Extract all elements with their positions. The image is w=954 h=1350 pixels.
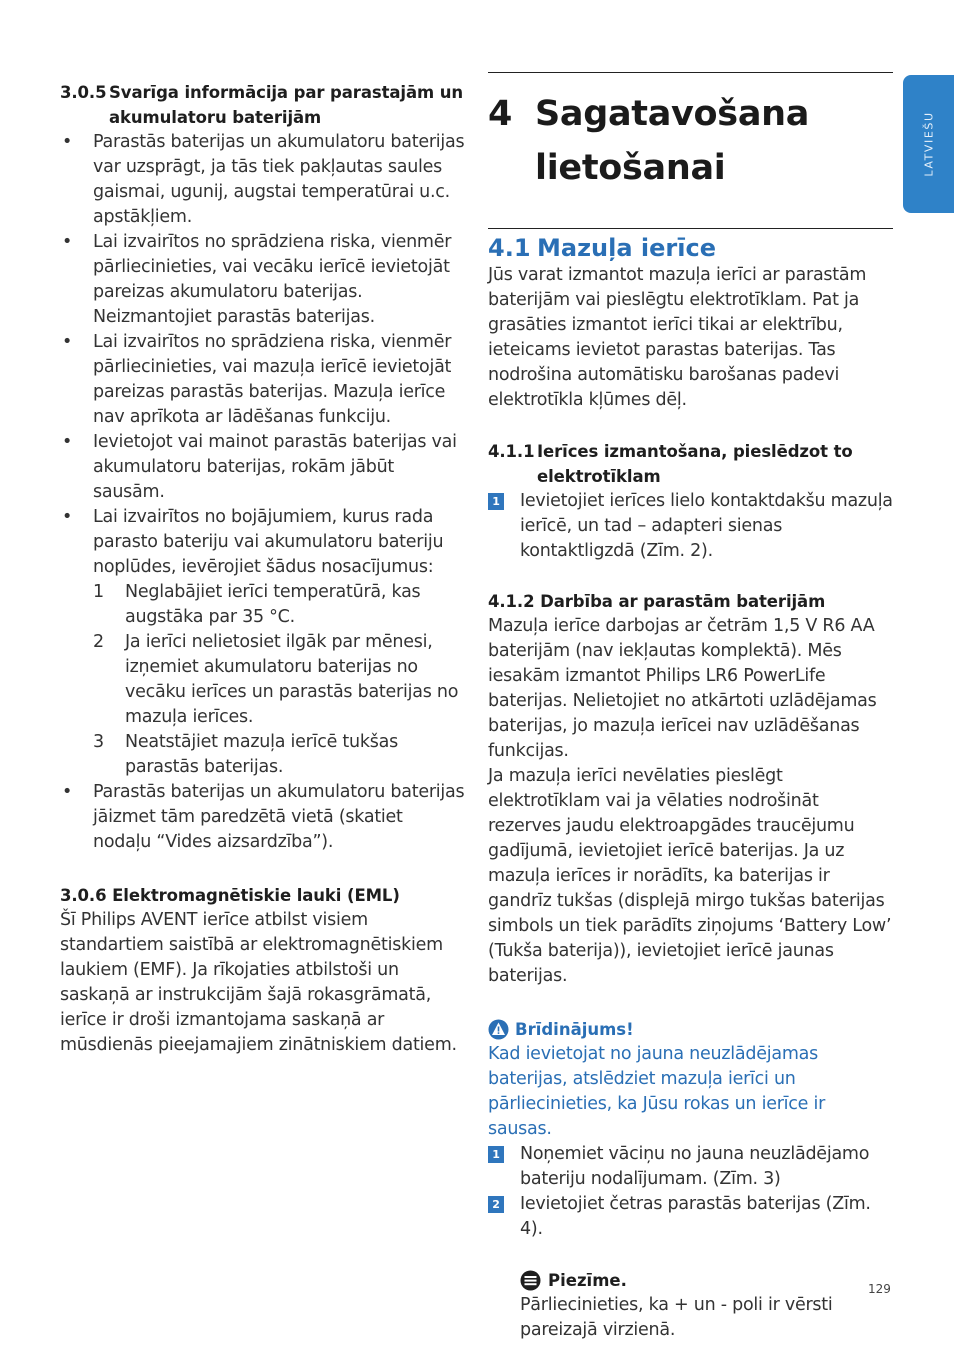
note-heading: Piezīme. [520,1268,893,1293]
section-305-number: 3.0.5 [60,83,107,102]
note-icon [520,1270,541,1291]
list-item: • Lai izvairītos no sprādziena riska, vienmēr pārliecinieties, vai vecāku ierīcē ievietojāt pareizas akumulatoru baterijas. Neizmantojiet parastās baterijas. [62,232,452,327]
chapter-top-rule [488,72,893,73]
battery-bullet-list [60,130,466,855]
section-306-number: 3.0.6 [60,886,107,905]
list-item: 3 Neatstājiet mazuļa ierīcē tukšas parastās baterijas. [93,732,398,777]
section-305-title: Svarīga informācija par parastajām un akumulatoru baterijām [109,83,464,127]
chapter-title [488,87,893,195]
right-column [488,72,893,1343]
step-number-badge: 1 [488,1146,504,1163]
step-number-badge: 1 [488,493,504,510]
chapter-title-text: Sagatavošana lietošanai [535,94,810,188]
note-block [488,1268,893,1343]
warning-body: Kad ievietojat no jauna neuzlādējamas baterijas, atslēdziet mazuļa ierīci un pārliecinieties, ka Jūsu rokas un ierīce ir sausas. [488,1044,826,1139]
section-412-body-1: Mazuļa ierīce darbojas ar četrām 1,5 V R6 AA baterijām (nav iekļautas komplektā). Mēs iesakām izmantot Philips LR6 PowerLife baterijas. Nelietojiet no atkārtoti uzlādējamas baterijas, jo mazuļa ierīcei nav uzlādēšanas funkcijas. [488,616,877,761]
note-body: Pārliecinieties, ka + un - poli ir vērsti pareizajā virzienā. [520,1295,833,1340]
left-column [60,80,466,1058]
warning-icon [488,1019,509,1040]
chapter-number: 4 [488,94,513,134]
sub-list [60,580,466,780]
section-412-body-2: Ja mazuļa ierīci nevēlaties pieslēgt elektrotīklam vai ja vēlaties nodrošināt rezerves jaudu elektroapgādes traucējumu gadījumā, ievietojiet ierīcē baterijas. Ja uz mazuļa ierīces ir norādīts, ka baterijas ir gandrīz tukšas (displejā mirgo tukšas baterijas simbols un tiek parādīts ziņojums ‘Battery Low’ (Tukša baterija)), ievietojiet ierīcē jaunas baterijas. [488,766,892,986]
page-number: 129 [868,1282,891,1296]
section-306-title: Elektromagnētiskie lauki (EML) [112,886,400,905]
list-item: 1 Neglabājiet ierīci temperatūrā, kas augstāka par 35 °C. [93,582,421,627]
step-item: 1 Ievietojiet ierīces lielo kontaktdakšu mazuļa ierīcē, un tad – adapteri sienas kontaktligzdā (Zīm. 2). [488,489,893,564]
section-306-body: Šī Philips AVENT ierīce atbilst visiem standartiem saistībā ar elektromagnētiskiem laukiem (EMF). Ja rīkojaties atbilstoši un saskaņā ar instrukcijām šajā rokasgrāmatā, ierīce ir droši izmantojama saskaņā ar mūsdienās pieejamajiem zinātniskiem datiem. [60,910,457,1055]
section-305-heading [60,80,466,130]
language-tab-label: LATVIEŠU [922,111,935,177]
step-item: 2 Ievietojiet četras parastās baterijas (Zīm. 4). [488,1192,893,1242]
warning-heading: Brīdinājums! [488,1017,893,1042]
list-item: • Lai izvairītos no sprādziena riska, vienmēr pārliecinieties, vai mazuļa ierīcē ievietojāt pareizas parastās baterijas. Mazuļa ierīce nav aprīkota ar lādēšanas funkciju. [62,332,452,427]
list-item: • Ievietojot vai mainot parastās baterijas vai akumulatoru baterijas, rokām jābūt sausām. [62,432,457,502]
list-item: • Lai izvairītos no bojājumiem, kurus rada parasto bateriju vai akumulatoru bateriju noplūdes, ievērojiet šādus nosacījumus: [62,507,444,577]
step-item: 1 Noņemiet vāciņu no jauna neuzlādējamo bateriju nodalījumam. (Zīm. 3) [488,1142,893,1192]
section-306-heading [60,883,466,908]
section-rule [488,228,893,229]
list-item: • Parastās baterijas un akumulatoru baterijas var uzsprāgt, ja tās tiek pakļautas saules gaismai, ugunij, augstai temperatūrai u.c. apstākļiem. [62,132,465,227]
list-item: • Parastās baterijas un akumulatoru baterijas jāizmet tām paredzētā vietā (skatiet nodaļu “Vides aizsardzība”). [62,782,465,852]
list-item: 2 Ja ierīci nelietosiet ilgāk par mēnesi, izņemiet akumulatoru baterijas no vecāku ierīces un parastās baterijas no mazuļa ierīces. [93,632,459,727]
section-41-body: Jūs varat izmantot mazuļa ierīci ar parastām baterijām vai pieslēgtu elektrotīklam. Pat ja grasāties izmantot ierīci tikai ar elektrību, ieteicams ievietot parastas baterijas. Tas nodrošina automātisku barošanas padevi elektrotīkla kļūmes dēļ. [488,265,867,410]
section-412-heading: 4.1.2 Darbība ar parastām baterijām [488,592,826,611]
section-411-heading: 4.1.1 Ierīces izmantošana, pieslēdzot to elektrotīklam [488,442,853,486]
language-tab [903,75,954,213]
step-number-badge: 2 [488,1196,504,1213]
section-41-title: 4.1 Mazuļa ierīce [488,234,716,262]
